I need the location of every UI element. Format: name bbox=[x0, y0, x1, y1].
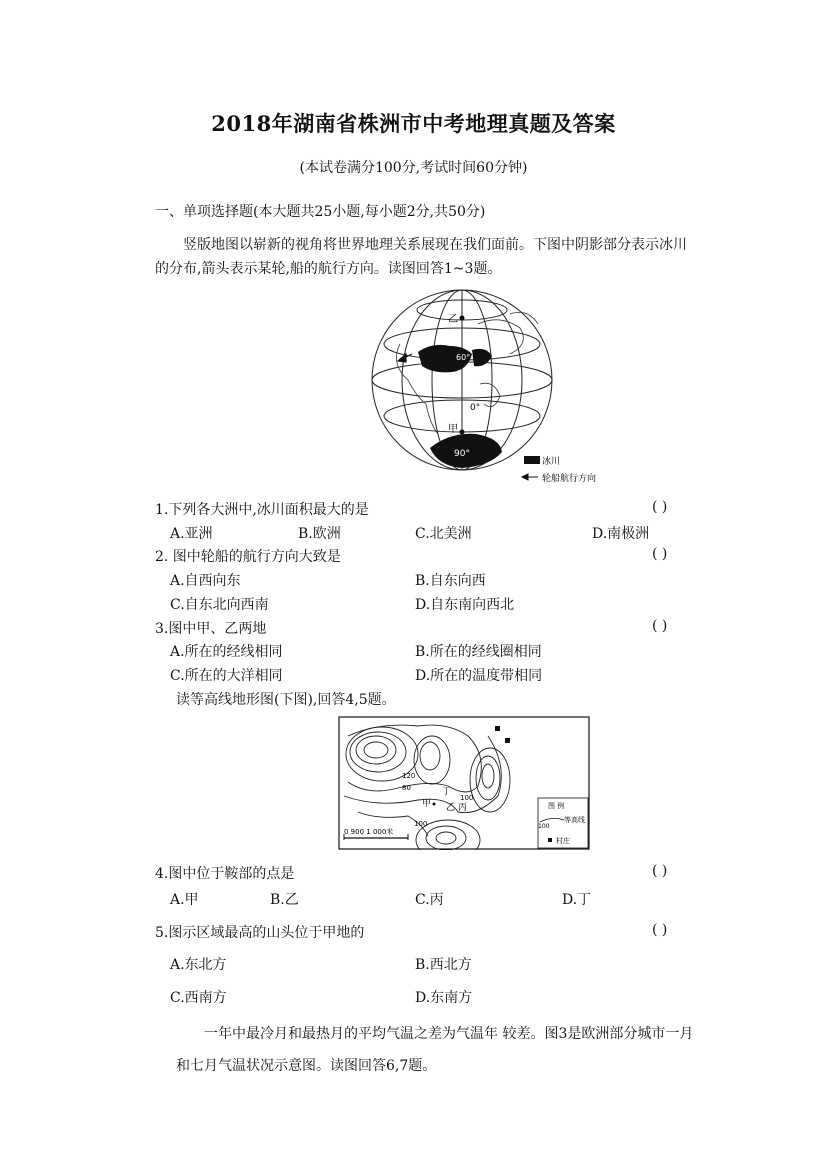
village-marker-1 bbox=[495, 726, 500, 731]
q2-option-a: A.自西向东 bbox=[170, 573, 241, 589]
contour-label-100a: 100 bbox=[460, 794, 474, 802]
q5-option-c: C.西南方 bbox=[170, 990, 227, 1006]
climate-intro: 一年中最冷月和最热月的平均气温之差为气温年 较差。图3是欧洲部分城市一月和七月气温状况示意图。读图回答6,7题。 bbox=[176, 1026, 694, 1074]
q3-option-d: D.所在的温度带相同 bbox=[415, 668, 543, 684]
village-legend-icon bbox=[548, 838, 552, 842]
q1-option-d: D.南极洲 bbox=[592, 526, 650, 542]
q4-option-c: C.丙 bbox=[415, 892, 444, 908]
q3-stem: 3.图中甲、乙两地 bbox=[155, 621, 267, 637]
q3-option-a: A.所在的经线相同 bbox=[170, 644, 283, 660]
q2-option-c: C.自东北向西南 bbox=[170, 597, 269, 613]
q2-option-b: B.自东向西 bbox=[415, 573, 486, 589]
contour-intro: 读等高线地形图(下图),回答4,5题。 bbox=[176, 692, 396, 708]
section-intro: 竖版地图以崭新的视角将世界地理关系展现在我们面前。下图中阴影部分表示冰川的分布,箭头表示某轮,船的航行方向。读图回答1~3题。 bbox=[155, 237, 687, 277]
globe-figure bbox=[360, 284, 600, 488]
point-yi: 乙 bbox=[446, 803, 456, 813]
q2-option-d: D.自东南向西北 bbox=[415, 597, 515, 613]
label-jia: 甲 bbox=[448, 424, 458, 435]
q5-paren: ( ) bbox=[652, 922, 668, 938]
label-lat90: 90° bbox=[454, 449, 470, 459]
contour-label-120: 120 bbox=[402, 772, 416, 780]
legend-ship-label: 轮船航行方向 bbox=[542, 474, 597, 484]
point-bing: 丙 bbox=[458, 803, 468, 813]
contour-legend-title: 图 例 bbox=[548, 802, 565, 810]
q4-option-a: A.甲 bbox=[170, 892, 199, 908]
point-jia: 甲 bbox=[422, 799, 432, 809]
q1-paren: ( ) bbox=[652, 499, 668, 515]
q5-option-a: A.东北方 bbox=[170, 957, 227, 973]
q2-stem: 2. 图中轮船的航行方向大致是 bbox=[155, 549, 341, 565]
contour-label-80: 80 bbox=[402, 784, 411, 792]
q1-stem: 1.下列各大洲中,冰川面积最大的是 bbox=[155, 502, 369, 518]
legend-glacier-swatch bbox=[524, 456, 540, 464]
contour-label-100b: 100 bbox=[414, 820, 428, 828]
point-ding: 丁 bbox=[442, 787, 452, 797]
q1-option-b: B.欧洲 bbox=[298, 526, 341, 542]
village-marker-2 bbox=[505, 738, 510, 743]
q1-option-c: C.北美洲 bbox=[415, 526, 472, 542]
label-yi: 乙 bbox=[448, 314, 458, 325]
contour-legend-label: 等高线 bbox=[564, 816, 585, 824]
contour-map-figure bbox=[338, 716, 590, 850]
q5-option-b: B.西北方 bbox=[415, 957, 472, 973]
page-subtitle: (本试卷满分100分,考试时间60分钟) bbox=[299, 160, 528, 176]
q4-option-b: B.乙 bbox=[270, 892, 299, 908]
q3-option-c: C.所在的大洋相同 bbox=[170, 668, 283, 684]
q3-paren: ( ) bbox=[652, 618, 668, 634]
legend-glacier-label: 冰川 bbox=[542, 457, 561, 467]
q4-stem: 4.图中位于鞍部的点是 bbox=[155, 866, 295, 882]
glacier-north-east bbox=[472, 349, 492, 366]
section-heading: 一、单项选择题(本大题共25小题,每小题2分,共50分) bbox=[155, 204, 486, 220]
contour-legend-value: 100 bbox=[538, 823, 550, 830]
q4-option-d: D.丁 bbox=[562, 892, 592, 908]
village-legend-label: 村庄 bbox=[556, 837, 570, 845]
scale-bar-label: 0 900 1 000米 bbox=[344, 828, 394, 836]
q1-option-a: A.亚洲 bbox=[170, 526, 213, 542]
label-lat0: 0° bbox=[470, 403, 481, 413]
q4-paren: ( ) bbox=[652, 863, 668, 879]
q5-option-d: D.东南方 bbox=[415, 990, 473, 1006]
q2-paren: ( ) bbox=[652, 546, 668, 562]
q5-stem: 5.图示区域最高的山头位于甲地的 bbox=[155, 925, 365, 941]
label-lat60: 60° bbox=[456, 353, 471, 362]
q3-option-b: B.所在的经线圈相同 bbox=[415, 644, 542, 660]
page-title: 2018年湖南省株洲市中考地理真题及答案 bbox=[211, 111, 616, 136]
